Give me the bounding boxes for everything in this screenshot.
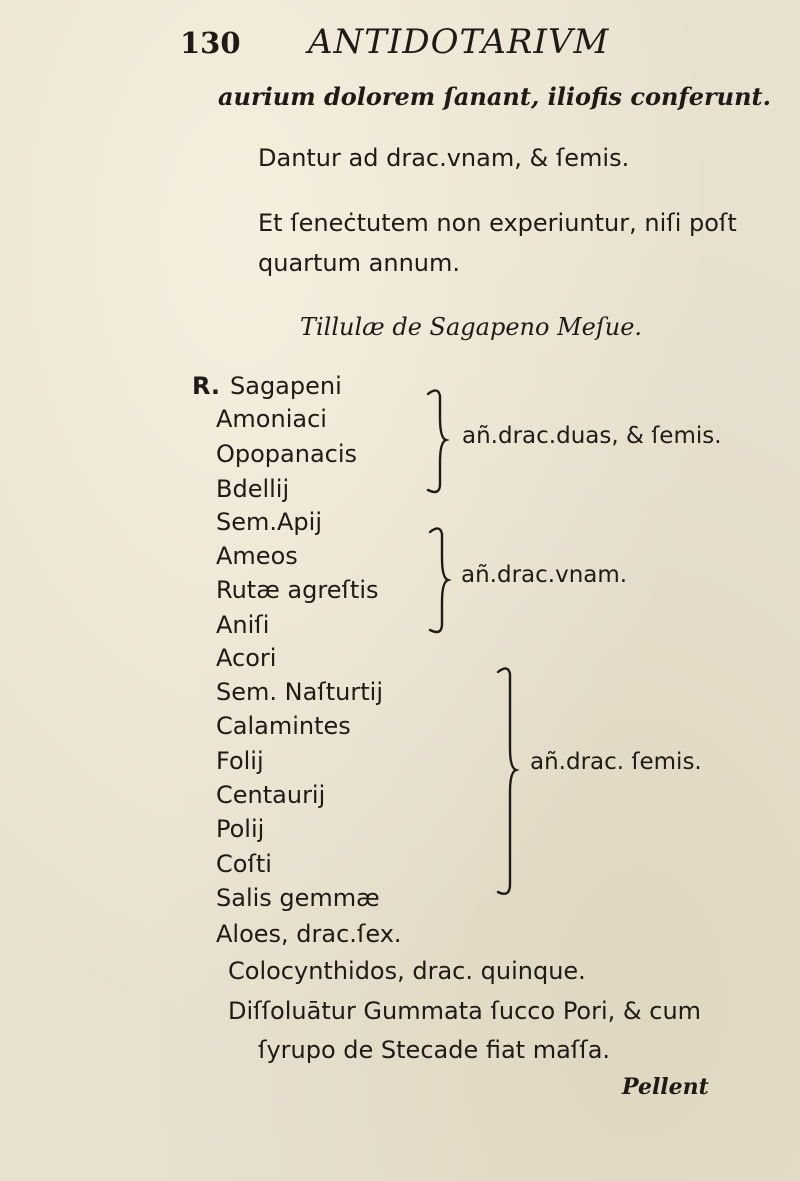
tail-line-colocynthidos: Colocynthidos, drac. quinque. bbox=[228, 957, 586, 985]
ingredient-polij: Polij bbox=[216, 815, 265, 843]
tail-line-syrupo: ſyrupo de Stecade fiat maſſa. bbox=[258, 1036, 611, 1064]
ingredient-salis-gemmae: Salis gemmæ bbox=[216, 884, 380, 912]
ingredient-amoniaci: Amoniaci bbox=[216, 405, 327, 433]
ingredient-anisi: Aniſi bbox=[216, 611, 270, 639]
ingredient-calamintes: Calamintes bbox=[216, 712, 351, 740]
ingredient-acori: Acori bbox=[216, 644, 277, 672]
ingredient-centaurij: Centaurij bbox=[216, 781, 326, 809]
catchword: Pellent bbox=[622, 1074, 709, 1100]
tail-line-aloes: Aloes, drac.ſex. bbox=[216, 920, 402, 948]
brace-group-3 bbox=[498, 668, 516, 893]
ingredient-ameos: Ameos bbox=[216, 542, 298, 570]
paragraph-effect-line-1: Et ſeneċtutem non experiuntur, niſi poſt bbox=[258, 209, 737, 237]
brace-group-2 bbox=[430, 528, 448, 632]
tail-line-dissoluatur: Diſſoluātur Gummata ſucco Pori, & cum bbox=[228, 997, 702, 1025]
ingredient-costi: Coſti bbox=[216, 850, 272, 878]
ingredient-opopanacis: Opopanacis bbox=[216, 440, 358, 468]
ingredient-rutae-agrestis: Rutæ agreſtis bbox=[216, 576, 379, 604]
dose-group-3: añ.drac. ſemis. bbox=[530, 749, 702, 775]
ingredient-sem-apij: Sem.Apij bbox=[216, 508, 322, 536]
paragraph-dosage: Dantur ad drac.vnam, & ſemis. bbox=[258, 144, 630, 172]
ingredient-bdellij: Bdellij bbox=[216, 475, 290, 503]
recipe-title: Tillulæ de Sagapeno Meſue. bbox=[300, 313, 643, 341]
recipe-symbol: R. bbox=[192, 372, 221, 400]
dose-group-1: añ.drac.duas, & ſemis. bbox=[462, 423, 722, 449]
paragraph-effect-line-2: quartum annum. bbox=[258, 249, 460, 277]
dose-group-2: añ.drac.vnam. bbox=[461, 562, 628, 588]
page-number: 130 bbox=[180, 26, 241, 60]
running-title: ANTIDOTARIVM bbox=[308, 22, 610, 62]
ingredient-folij: Folij bbox=[216, 747, 264, 775]
ingredient-sem-nasturtij: Sem. Naſturtij bbox=[216, 678, 383, 706]
continued-italic-line: aurium dolorem ſanant, iliofis conferunt. bbox=[218, 82, 771, 111]
brace-group-1 bbox=[428, 390, 446, 492]
ingredient-sagapeni: Sagapeni bbox=[230, 372, 342, 400]
